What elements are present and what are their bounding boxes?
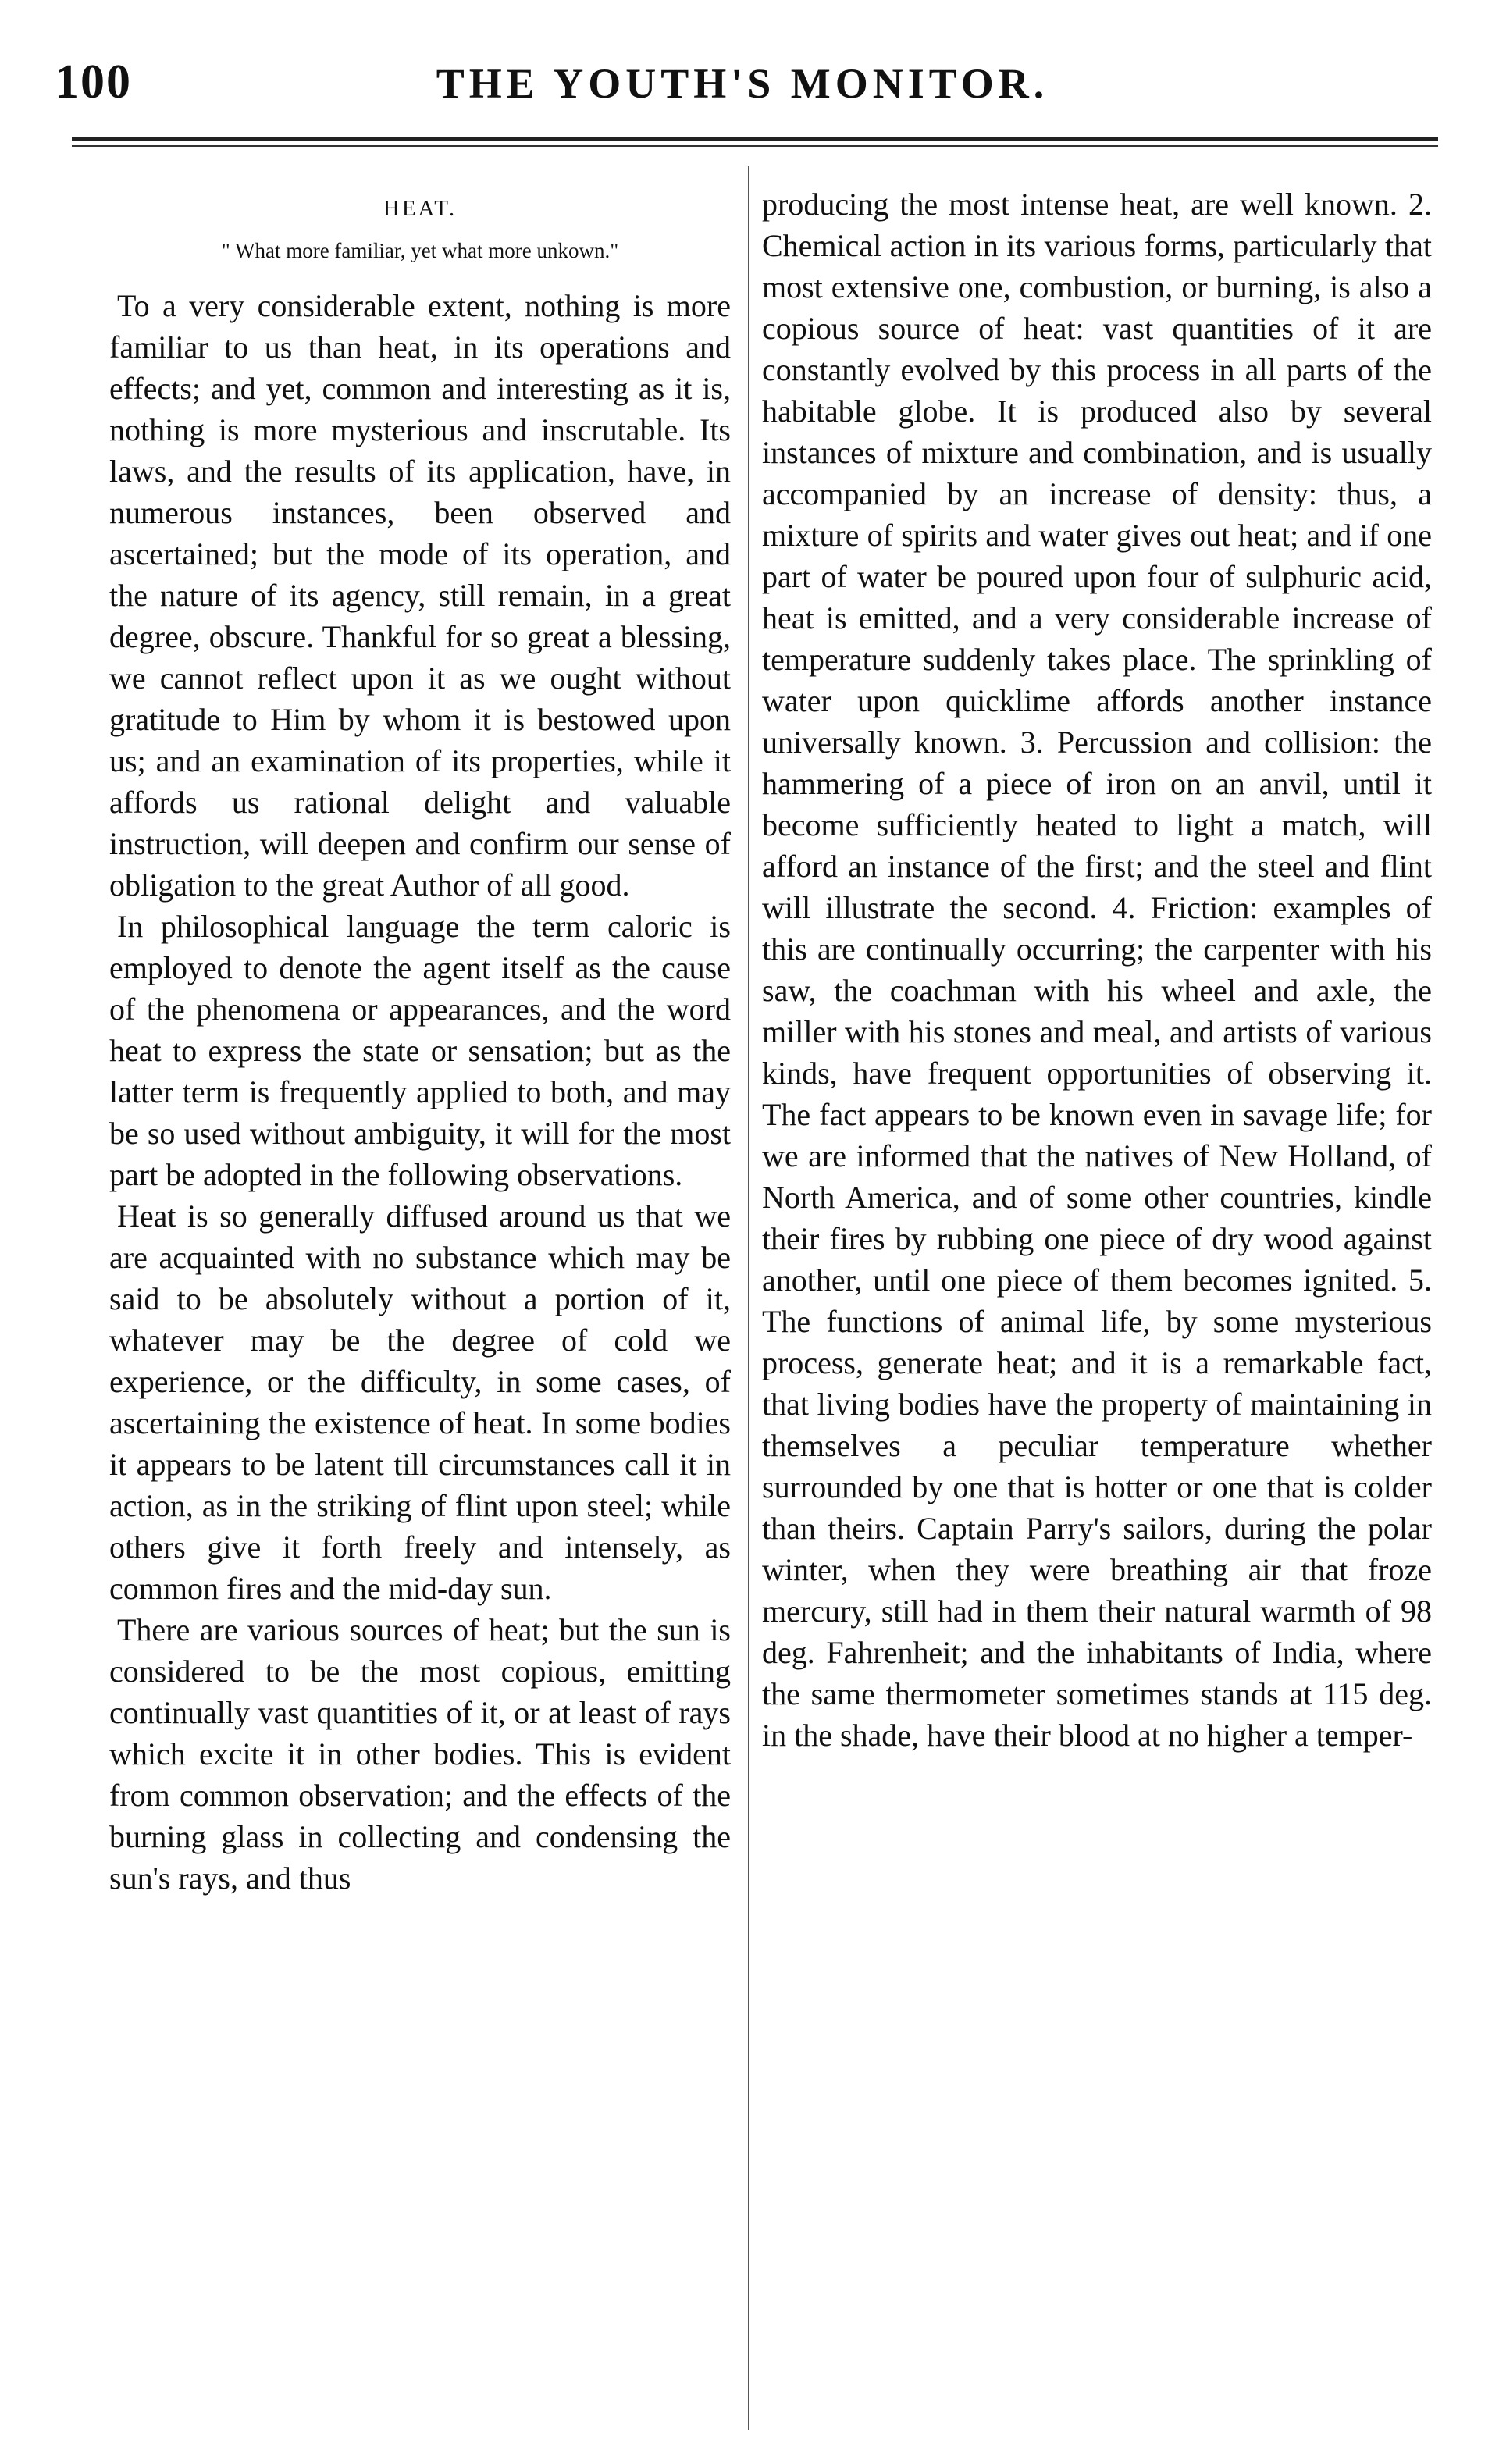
epigraph: " What more familiar, yet what more unkown.": [221, 239, 619, 262]
left-column: [109, 183, 731, 1899]
paragraph: Heat is so generally diffused around us that we are acquainted with no substance which may be said to be absolutely without a portion of it, whatever may be the degree of cold we experience, or the difficulty, in some cases, of ascertaining the existence of heat. In some bodies it appears to be latent till circumstances call it in action, as in the striking of flint upon steel; while others give it forth freely and intensely, as common fires and the mid-day sun.: [109, 1198, 731, 1606]
paragraph: To a very considerable extent, nothing is more familiar to us than heat, in its operations and effects; and yet, common and interesting as it is, nothing is more mysterious and inscrutable. Its laws, and the results of its application, have, in numerous instances, been observed and ascertained; but the mode of its operation, and the nature of its agency, still remain, in a great degree, obscure. Thankful for so great a blessing, we cannot reflect upon it as we ought without gratitude to Him by whom it is bestowed upon us; and an examination of its properties, while it affords us rational delight and valuable instruction, will deepen and confirm our sense of obligation to the great Author of all good.: [109, 288, 731, 903]
paragraph: producing the most intense heat, are well known. 2. Chemical action in its various forms, particularly that most extensive one, combustion, or burning, is also a copious source of heat: vast quantities of it are constantly evolved by this process in all parts of the habitable globe. It is produced also by several instances of mixture and combination, and is usually accompanied by an increase of density: thus, a mixture of spirits and water gives out heat; and if one part of water be poured upon four of sulphuric acid, heat is emitted, and a very considerable increase of temperature suddenly takes place. The sprinkling of water upon quicklime affords another instance universally known. 3. Percussion and collision: the hammering of a piece of iron on an anvil, until it become sufficiently heated to light a match, will afford an instance of the first; and the steel and flint will illustrate the second. 4. Friction: examples of this are continually occurring; the carpenter with his saw, the coachman with his wheel and axle, the miller with his stones and meal, and artists of various kinds, have frequent opportunities of observing it. The fact appears to be known even in savage life; for we are informed that the natives of New Holland, of North America, and of some other countries, kindle their fires by rubbing one piece of dry wood against another, until one piece of them becomes ignited. 5. The functions of animal life, by some mysterious process, generate heat; and it is a remarkable fact, that living bodies have the property of maintaining in themselves a peculiar temperature whether surrounded by one that is hotter or one that is colder than theirs. Captain Parry's sailors, during the polar winter, when they were breathing air that froze mercury, still had in them their natural warmth of 98 deg. Fahrenheit; and the inhabitants of India, where the same thermometer sometimes stands at 115 deg. in the shade, have their blood at no higher a temper-: [762, 187, 1432, 1753]
article-title: HEAT.: [383, 196, 458, 221]
running-head: THE YOUTH'S MONITOR.: [436, 60, 1049, 107]
paragraph: There are various sources of heat; but the sun is considered to be the most copious, emitting continually vast quantities of it, or at least of rays which excite it in other bodies. This is evident from common observation; and the effects of the burning glass in collecting and condensing the sun's rays, and thus: [109, 1612, 731, 1896]
header-rule-thin: [72, 145, 1438, 147]
column-divider: [748, 166, 750, 2430]
page-header: [44, 39, 1441, 125]
page-number: 100: [55, 55, 132, 109]
paragraph: In philosophical language the term caloric is employed to denote the agent itself as the cause of the phenomena or appearances, and the word heat to express the state or sensation; but as the latter term is frequently applied to both, and may be so used without ambiguity, it will for the most part be adopted in the following observations.: [109, 909, 731, 1192]
right-column: [762, 183, 1432, 1756]
header-rule-thick: [72, 137, 1438, 141]
